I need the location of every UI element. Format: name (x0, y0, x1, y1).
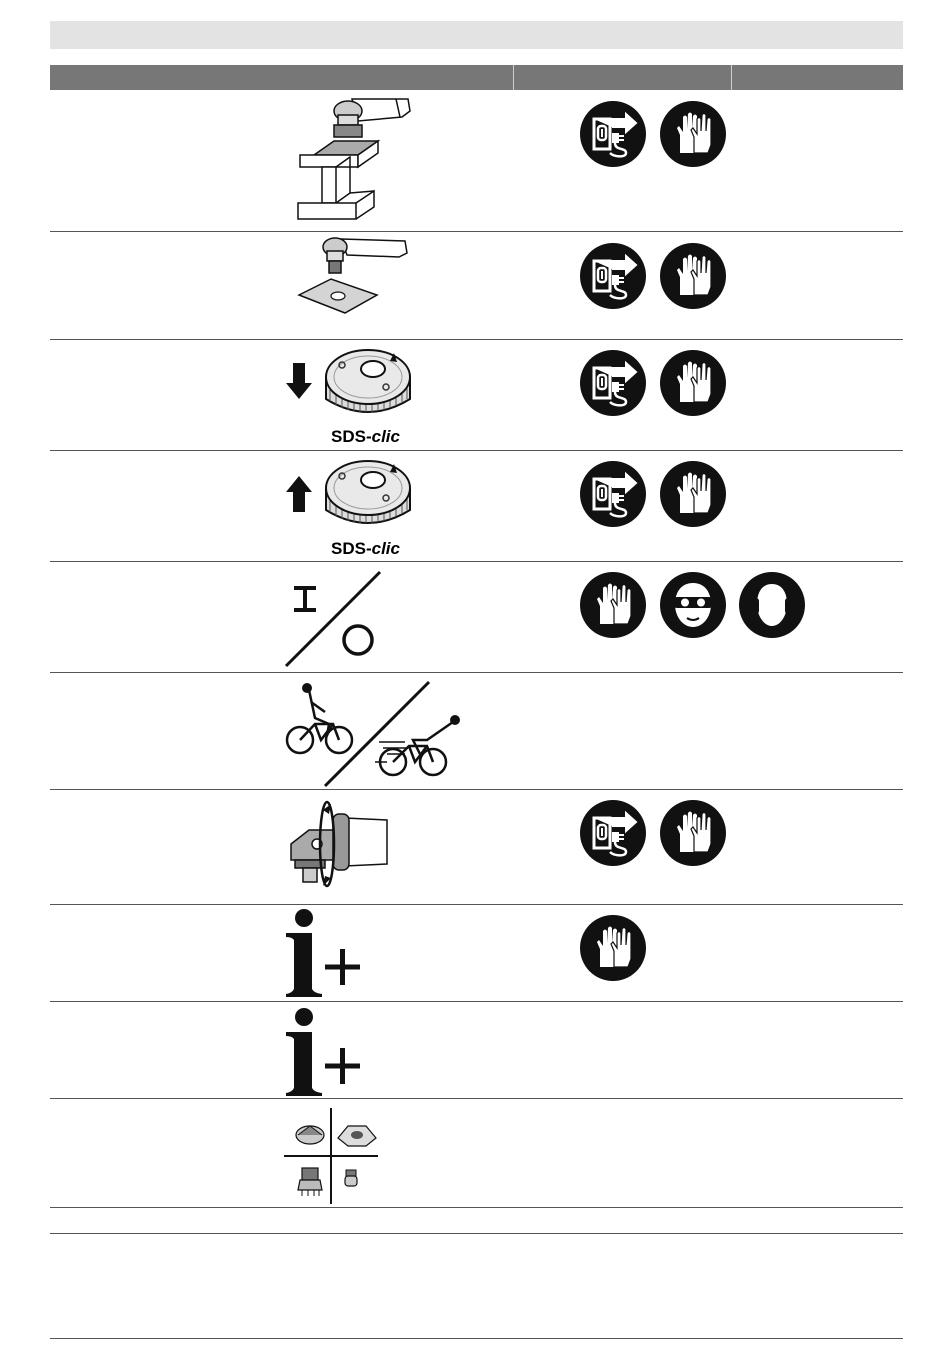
wear-gloves-icon (580, 572, 646, 638)
more-info-icon (282, 1006, 362, 1098)
header-separator (513, 65, 514, 90)
wear-gloves-icon (660, 101, 726, 167)
sds-clic-label: SDS-clic (331, 427, 400, 446)
row-separator (50, 789, 903, 790)
unplug-before-work-icon (580, 101, 646, 167)
arrow-up-icon (285, 474, 313, 514)
row-separator (50, 450, 903, 451)
wire-brush-on-beam-illustration (290, 95, 415, 225)
quick-clamping-nut-illustration (324, 347, 412, 423)
row-separator (50, 231, 903, 232)
wear-ear-protection-icon (739, 572, 805, 638)
row-separator (50, 1001, 903, 1002)
wear-gloves-icon (660, 243, 726, 309)
row-separator (50, 1207, 903, 1208)
wear-gloves-icon (580, 915, 646, 981)
more-info-icon (282, 907, 362, 999)
unplug-before-work-icon (580, 243, 646, 309)
sds-clic-label: SDS-clic (331, 539, 400, 558)
row-separator (50, 672, 903, 673)
wear-gloves-icon (660, 800, 726, 866)
row-separator (50, 339, 903, 340)
wear-eye-protection-icon (660, 572, 726, 638)
speed-selection-icon (283, 680, 463, 788)
quick-clamping-nut-illustration (324, 458, 412, 534)
row-separator (50, 561, 903, 562)
gear-head-rotation-illustration (287, 800, 389, 892)
sanding-disc-illustration (295, 233, 415, 323)
wear-gloves-icon (660, 350, 726, 416)
row-separator (50, 1098, 903, 1099)
wear-gloves-icon (660, 461, 726, 527)
unplug-before-work-icon (580, 800, 646, 866)
unplug-before-work-icon (580, 350, 646, 416)
table-header-bar (50, 65, 903, 90)
page-top-band (50, 21, 903, 49)
row-separator (50, 904, 903, 905)
on-off-switch-icon (282, 570, 384, 670)
accessory-selection-icon (284, 1108, 380, 1204)
unplug-before-work-icon (580, 461, 646, 527)
row-separator (50, 1233, 903, 1234)
row-separator (50, 1338, 903, 1339)
arrow-down-icon (285, 361, 313, 401)
header-separator (731, 65, 732, 90)
